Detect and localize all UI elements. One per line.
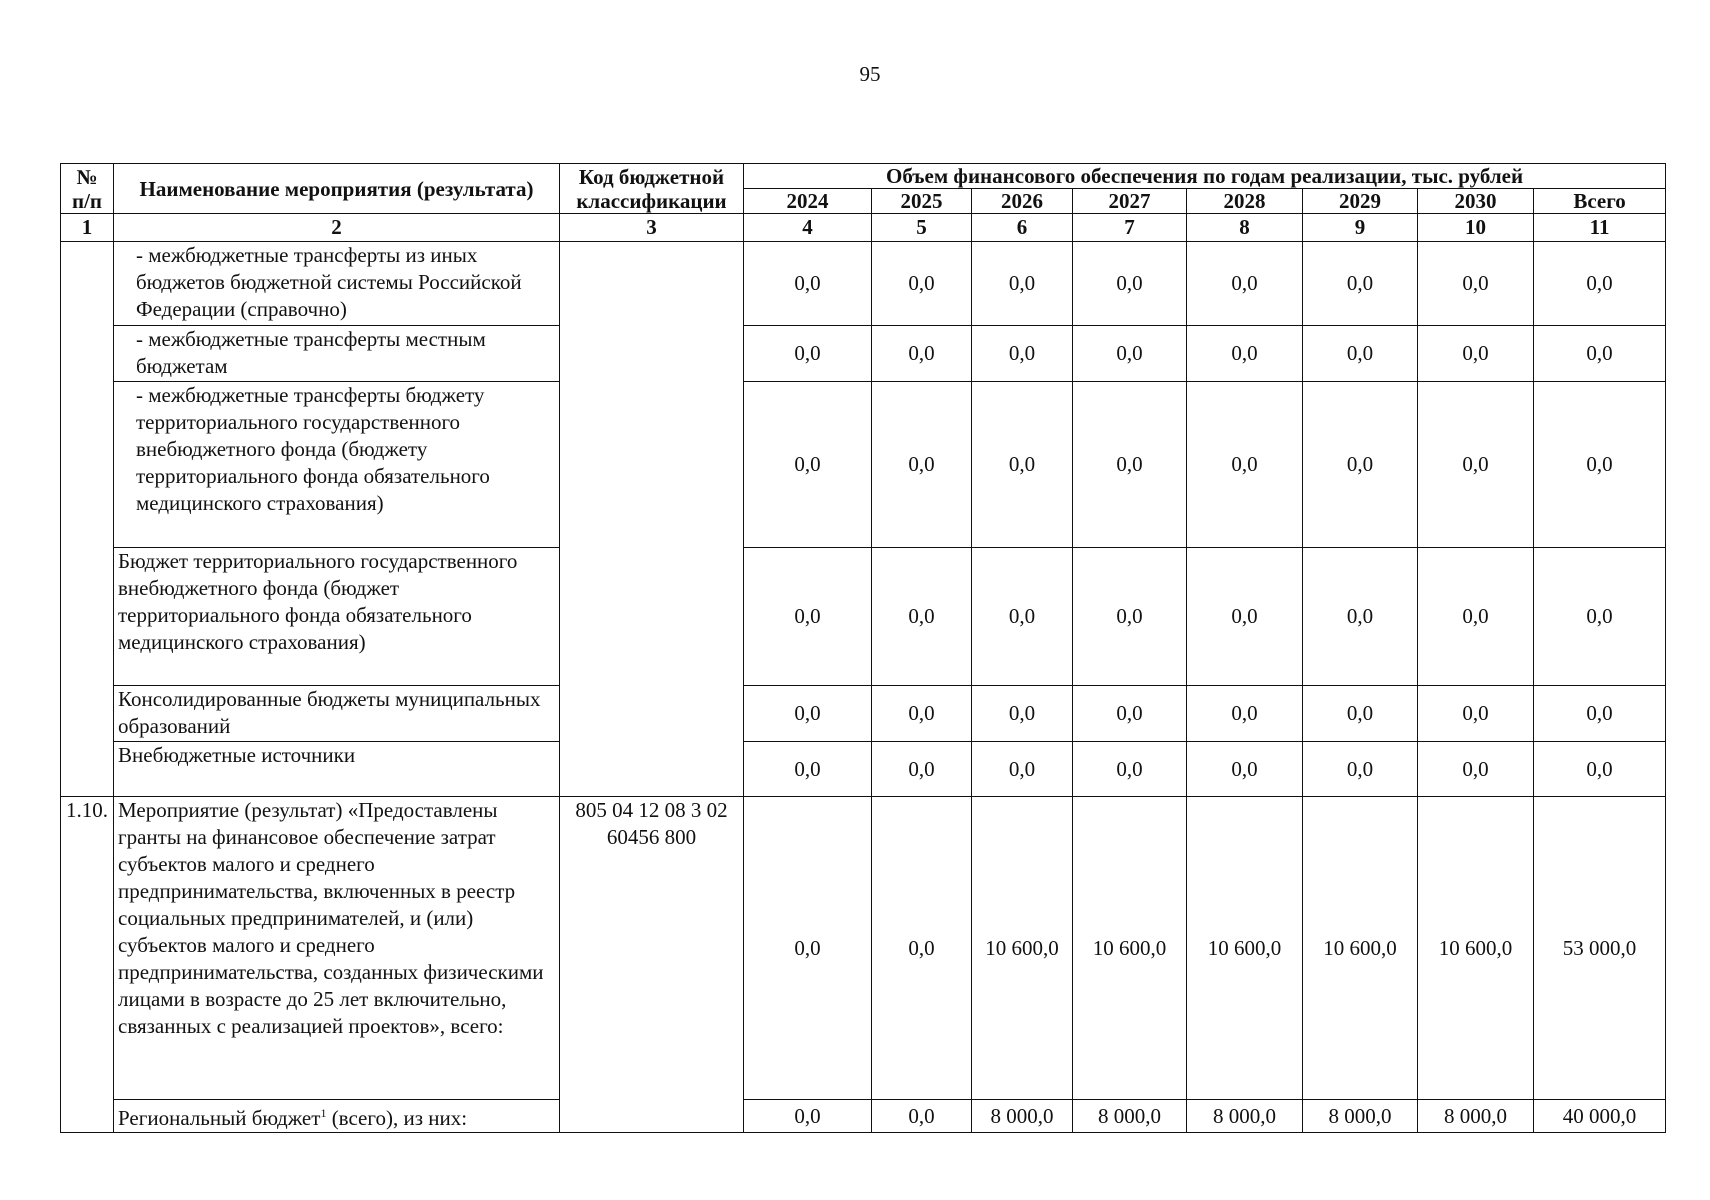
header-code: Код бюджетной классификации — [560, 164, 744, 214]
value-cell: 0,0 — [1303, 742, 1418, 797]
value-cell: 0,0 — [1303, 548, 1418, 686]
value-cell: 10 600,0 — [972, 797, 1073, 1100]
total-cell: 0,0 — [1534, 548, 1666, 686]
value-cell: 0,0 — [1418, 326, 1534, 382]
row-name: Мероприятие (результат) «Предоставлены гранты на финансовое обеспечение затрат субъектов малого и среднего предпринимательства, включенных в реестр социальных предпринимателей, и (или) субъектов малого и среднего предпринимательства, созданных физическими лицами в возрасте до 25 лет включительно, связанных с реализацией проектов», всего: — [114, 797, 560, 1100]
table-row — [61, 548, 1666, 686]
total-cell: 0,0 — [1534, 326, 1666, 382]
value-cell: 0,0 — [1073, 382, 1187, 548]
value-cell: 0,0 — [1187, 242, 1303, 326]
column-number: 2 — [114, 214, 560, 242]
row-code-empty — [560, 242, 744, 797]
value-cell: 10 600,0 — [1073, 797, 1187, 1100]
header-year: 2027 — [1073, 189, 1187, 214]
column-number: 3 — [560, 214, 744, 242]
value-cell: 0,0 — [872, 1100, 972, 1133]
row-name: - межбюджетные трансферты местным бюджетам — [114, 326, 560, 382]
value-cell: 0,0 — [1303, 326, 1418, 382]
value-cell: 8 000,0 — [1187, 1100, 1303, 1133]
table-row — [61, 382, 1666, 548]
table-row — [61, 326, 1666, 382]
header-name: Наименование мероприятия (результата) — [114, 164, 560, 214]
table-row — [61, 1100, 1666, 1133]
total-cell: 40 000,0 — [1534, 1100, 1666, 1133]
value-cell: 0,0 — [1303, 382, 1418, 548]
total-cell: 0,0 — [1534, 382, 1666, 548]
value-cell: 8 000,0 — [1073, 1100, 1187, 1133]
total-cell: 0,0 — [1534, 742, 1666, 797]
value-cell: 10 600,0 — [1418, 797, 1534, 1100]
value-cell: 0,0 — [1418, 686, 1534, 742]
value-cell: 0,0 — [1418, 382, 1534, 548]
column-number: 1 — [61, 214, 114, 242]
table-row — [61, 797, 1666, 1100]
header-year: 2030 — [1418, 189, 1534, 214]
value-cell: 0,0 — [972, 242, 1073, 326]
value-cell: 0,0 — [744, 242, 872, 326]
value-cell: 0,0 — [972, 548, 1073, 686]
budget-table — [60, 163, 1666, 1133]
total-cell: 0,0 — [1534, 242, 1666, 326]
value-cell: 0,0 — [1073, 548, 1187, 686]
value-cell: 0,0 — [744, 326, 872, 382]
value-cell: 0,0 — [1187, 742, 1303, 797]
row-name-tail: (всего), из них: — [326, 1106, 468, 1130]
header-year: 2029 — [1303, 189, 1418, 214]
row-no-empty — [61, 242, 114, 797]
value-cell: 8 000,0 — [1418, 1100, 1534, 1133]
row-name: Внебюджетные источники — [114, 742, 560, 797]
column-number: 6 — [972, 214, 1073, 242]
value-cell: 0,0 — [744, 548, 872, 686]
value-cell: 0,0 — [972, 382, 1073, 548]
value-cell: 0,0 — [1303, 242, 1418, 326]
column-number: 7 — [1073, 214, 1187, 242]
table-row — [61, 686, 1666, 742]
value-cell: 0,0 — [972, 686, 1073, 742]
value-cell: 0,0 — [1187, 326, 1303, 382]
value-cell: 0,0 — [744, 742, 872, 797]
column-number: 4 — [744, 214, 872, 242]
value-cell: 0,0 — [1073, 326, 1187, 382]
value-cell: 0,0 — [744, 382, 872, 548]
table-row — [61, 242, 1666, 326]
value-cell: 0,0 — [1187, 382, 1303, 548]
header-year: 2024 — [744, 189, 872, 214]
value-cell: 0,0 — [1187, 548, 1303, 686]
header-total: Всего — [1534, 189, 1666, 214]
value-cell: 0,0 — [872, 382, 972, 548]
value-cell: 0,0 — [744, 1100, 872, 1133]
value-cell: 0,0 — [972, 326, 1073, 382]
value-cell: 0,0 — [872, 742, 972, 797]
column-number: 5 — [872, 214, 972, 242]
value-cell: 8 000,0 — [1303, 1100, 1418, 1133]
column-number: 9 — [1303, 214, 1418, 242]
footnote-mark: 1 — [320, 1106, 327, 1120]
value-cell: 8 000,0 — [972, 1100, 1073, 1133]
table-row — [61, 742, 1666, 797]
total-cell: 0,0 — [1534, 686, 1666, 742]
page-number: 95 — [859, 62, 881, 86]
value-cell: 0,0 — [1418, 742, 1534, 797]
value-cell: 0,0 — [872, 797, 972, 1100]
value-cell: 0,0 — [1418, 548, 1534, 686]
header-year: 2026 — [972, 189, 1073, 214]
header-year: 2025 — [872, 189, 972, 214]
value-cell: 0,0 — [972, 742, 1073, 797]
value-cell: 0,0 — [872, 686, 972, 742]
value-cell: 0,0 — [1073, 742, 1187, 797]
row-name-text: Региональный бюджет — [118, 1106, 321, 1130]
column-number: 10 — [1418, 214, 1534, 242]
value-cell: 0,0 — [744, 686, 872, 742]
row-name: Консолидированные бюджеты муниципальных образований — [114, 686, 560, 742]
column-number: 8 — [1187, 214, 1303, 242]
value-cell: 0,0 — [1418, 242, 1534, 326]
value-cell: 0,0 — [1073, 686, 1187, 742]
total-cell: 53 000,0 — [1534, 797, 1666, 1100]
header-year: 2028 — [1187, 189, 1303, 214]
row-name: Бюджет территориального государственного внебюджетного фонда (бюджет территориального фонда обязательного медицинского страхования) — [114, 548, 560, 686]
row-number: 1.10. — [61, 797, 114, 1133]
value-cell: 10 600,0 — [1187, 797, 1303, 1100]
value-cell: 0,0 — [1073, 242, 1187, 326]
value-cell: 0,0 — [872, 326, 972, 382]
value-cell: 10 600,0 — [1303, 797, 1418, 1100]
row-name: - межбюджетные трансферты из иных бюджетов бюджетной системы Российской Федерации (справочно) — [114, 242, 560, 326]
value-cell: 0,0 — [1187, 686, 1303, 742]
budget-code: 805 04 12 08 3 02 60456 800 — [560, 797, 744, 1133]
column-number: 11 — [1534, 214, 1666, 242]
value-cell: 0,0 — [872, 242, 972, 326]
header-no: № п/п — [61, 164, 114, 214]
row-name — [114, 1100, 560, 1133]
value-cell: 0,0 — [1303, 686, 1418, 742]
value-cell: 0,0 — [872, 548, 972, 686]
row-name: - межбюджетные трансферты бюджету территориального государственного внебюджетного фонда (бюджету территориального фонда обязательного медицинского страхования) — [114, 382, 560, 548]
header-funding: Объем финансового обеспечения по годам реализации, тыс. рублей — [744, 164, 1666, 189]
value-cell: 0,0 — [744, 797, 872, 1100]
